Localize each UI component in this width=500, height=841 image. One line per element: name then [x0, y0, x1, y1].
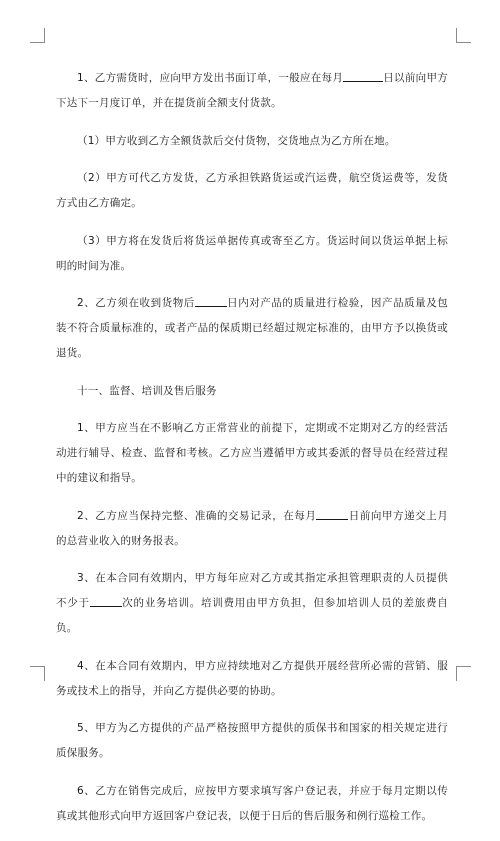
- paragraph-quality-inspection: [56, 291, 448, 366]
- paragraph-text: （3）甲方将在发货后将货运单据传真或寄至乙方。货运时间以货运单据上标明的时间为准。: [56, 234, 448, 272]
- paragraph-warranty: [56, 716, 448, 766]
- crop-mark-bottom-left: [30, 666, 45, 681]
- fill-in-blank: [343, 69, 383, 82]
- paragraph-guidance: [56, 654, 448, 704]
- paragraph-text: 次的业务培训。培训费用由甲方负担，但参加培训人员的差旅费自负。: [56, 597, 448, 634]
- paragraph-text: 4、在本合同有效期内，甲方应持续地对乙方提供开展经营所必需的营销、服务或技术上的指导，并向乙方提供必要的协助。: [56, 659, 448, 697]
- section-heading-text: 十一、监督、培训及售后服务: [77, 384, 217, 397]
- crop-mark-bottom-right: [456, 666, 471, 681]
- document-body: [56, 66, 448, 841]
- paragraph-order-deadline: [56, 66, 448, 116]
- paragraph-text: 日前向甲方递交上月的总营业收入的财务报表。: [56, 509, 448, 547]
- paragraph-text: 日内对产品的质量进行检验，因产品质量及包装不符合质量标准的，或者产品的保质期已经超过规定标准的，由甲方予以换货或退货。: [56, 297, 448, 359]
- fill-in-blank: [316, 507, 348, 520]
- paragraph-delivery-option-3: [56, 229, 448, 279]
- section-heading-supervision: [56, 379, 448, 404]
- paragraph-text: （1）甲方收到乙方全额货款后交付货物，交货地点为乙方所在地。: [77, 134, 396, 147]
- paragraph-customer-registration: [56, 779, 448, 829]
- paragraph-delivery-option-2: [56, 166, 448, 216]
- fill-in-blank: [90, 594, 122, 607]
- paragraph-delivery-option-1: [56, 129, 448, 154]
- paragraph-text: 2、乙方应当保持完整、准确的交易记录，在每月: [77, 509, 317, 522]
- paragraph-text: 日以前向甲方下达下一月度订单，并在提货前全额支付货款。: [56, 72, 449, 109]
- crop-mark-top-left: [30, 28, 45, 43]
- fill-in-blank: [195, 294, 227, 307]
- paragraph-training: [56, 566, 448, 641]
- crop-mark-top-right: [456, 28, 471, 43]
- paragraph-supervision: [56, 416, 448, 491]
- paragraph-text: 5、甲方为乙方提供的产品严格按照甲方提供的质保书和国家的相关规定进行质保服务。: [56, 722, 448, 759]
- paragraph-text: 6、乙方在销售完成后，应按甲方要求填写客户登记表，并应于每月定期以传真或其他形式向甲方返回客户登记表，以便于日后的售后服务和例行巡检工作。: [56, 784, 448, 822]
- paragraph-text: 1、乙方需货时，应向甲方发出书面订单，一般应在每月: [77, 72, 344, 84]
- paragraph-text: 2、乙方须在收到货物后: [77, 297, 195, 309]
- paragraph-text: （2）甲方可代乙方发货，乙方承担铁路货运或汽运费，航空货运费等，发货方式由乙方确定。: [56, 172, 448, 209]
- paragraph-text: 3、在本合同有效期内，甲方每年应对乙方或其指定承担管理职责的人员提供不少于: [56, 572, 448, 609]
- paragraph-transaction-records: [56, 504, 448, 554]
- paragraph-text: 1、甲方应当在不影响乙方正常营业的前提下，定期或不定期对乙方的经营活动进行辅导、检查、监督和考核。乙方应当遵循甲方或其委派的督导员在经营过程中的建议和指导。: [56, 422, 448, 484]
